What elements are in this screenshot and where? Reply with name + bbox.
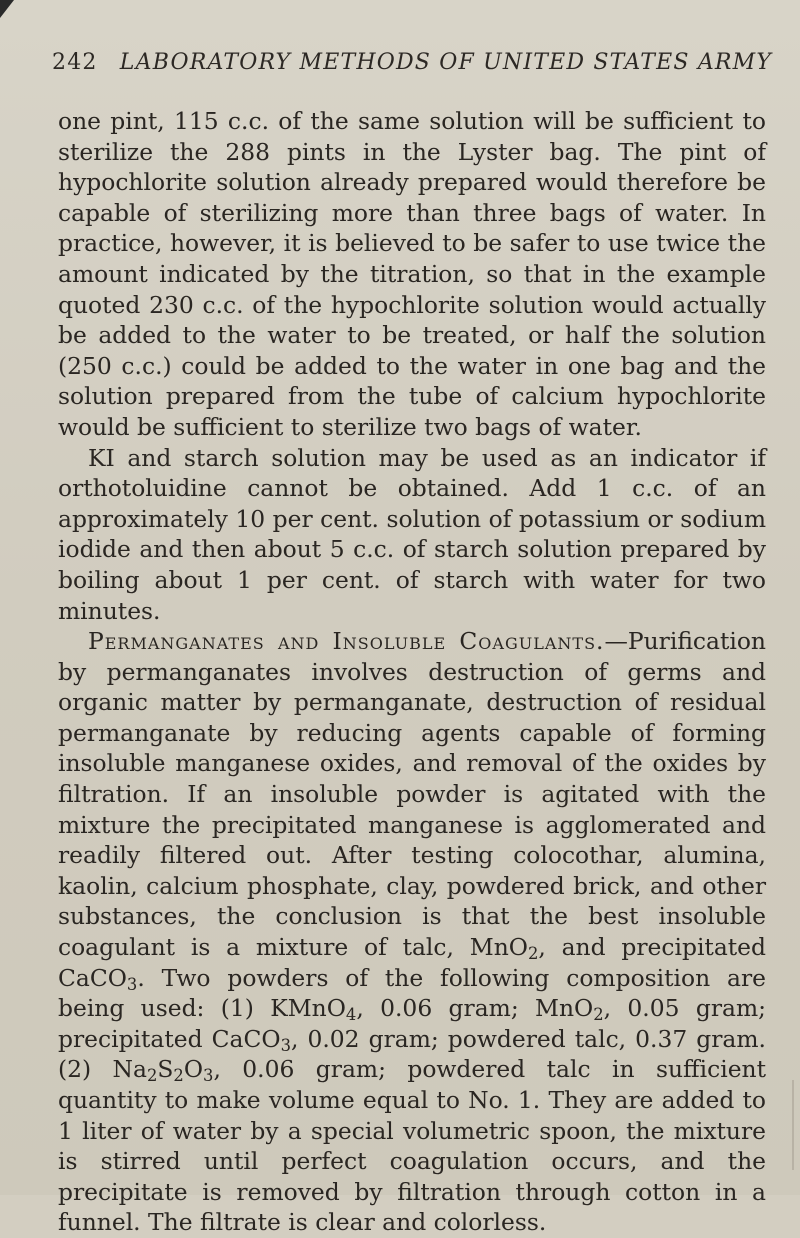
page-edge-mark	[792, 1080, 794, 1170]
paragraph-2: KI and starch solution may be used as an indicator if orthotoluidine cannot be obtained. Add 1 c.c. of an approximately 10 per cent. solution of potassium or sodium iodide and then about 5 c.c. of starch solution prepared by boiling about 1 per cent. of starch with water for two minutes.	[58, 443, 766, 625]
paragraph-3-text-d: , 0.06 gram; MnO	[356, 994, 594, 1023]
subscript: 2	[527, 944, 539, 964]
subscript: 3	[280, 1035, 291, 1055]
subscript: 4	[345, 1005, 357, 1025]
paragraph-3-text-g: S	[157, 1055, 174, 1084]
subscript: 3	[126, 974, 138, 994]
paragraph-3-text-c: . Two powders of the following composition are being used: (1) KMnO	[58, 963, 766, 1023]
running-title: LABORATORY METHODS OF UNITED STATES ARMY	[119, 50, 773, 75]
page-number: 242	[52, 50, 98, 75]
paragraph-3-text-b: , and precipitated CaCO	[58, 933, 766, 992]
scan-corner-shadow	[0, 0, 14, 18]
section-heading: Permanganates and Insoluble Coagulants.	[88, 627, 605, 656]
paragraph-3-text-a: —Purification by permanganates involves destruction of germs and organic matter by permanganate, destruction of residual permanganate by reducing agents capable of forming insoluble manganese oxides, and removal of the oxides by filtration. If an insoluble powder is agitated with the mixture the precipitated manganese is agglomerated and readily filtered out. After testing colocothar, alumina, kaolin, calcium phosphate, clay, powdered brick, and other substances, the conclusion is that the best insoluble coagulant is a mixture of talc, MnO	[58, 627, 766, 962]
paragraph-3-text-e: , 0.05 gram; precipitated CaCO	[58, 994, 767, 1053]
paragraph-3-text-i: , 0.06 gram; powdered talc in sufficient quantity to make volume equal to No. 1. They are added to 1 liter of water by a special volumetric spoon, the mixture is stirred until perfect coagulation occurs, and the precipitate is removed by filtration through cotton in a funnel. The filtrate is clear and colorless.	[58, 1055, 766, 1237]
paragraph-1: one pint, 115 c.c. of the same solution will be sufficient to sterilize the 288 pints in the Lyster bag. The pint of hypochlorite solution already prepared would therefore be capable of sterilizing more than three bags of water. In practice, however, it is believed to be safer to use twice the amount indicated by the titration, so that in the example quoted 230 c.c. of the hypochlorite solution would actually be added to the water to be treated, or half the solution (250 c.c.) could be added to the water in one bag and the solution prepared from the tube of calcium hypochlorite would be sufficient to sterilize two bags of water.	[58, 107, 766, 441]
paragraph-3-text-f: , 0.02 gram; powdered talc, 0.37 gram. (2) Na	[58, 1024, 766, 1084]
subscript: 3	[203, 1066, 214, 1086]
paragraph-3-text-h: O	[183, 1055, 204, 1084]
body-text	[58, 106, 766, 1238]
subscript: 2	[146, 1066, 158, 1086]
paragraph-3	[58, 626, 766, 1238]
subscript: 2	[593, 1005, 604, 1025]
subscript: 2	[173, 1066, 184, 1086]
running-header	[52, 50, 792, 75]
